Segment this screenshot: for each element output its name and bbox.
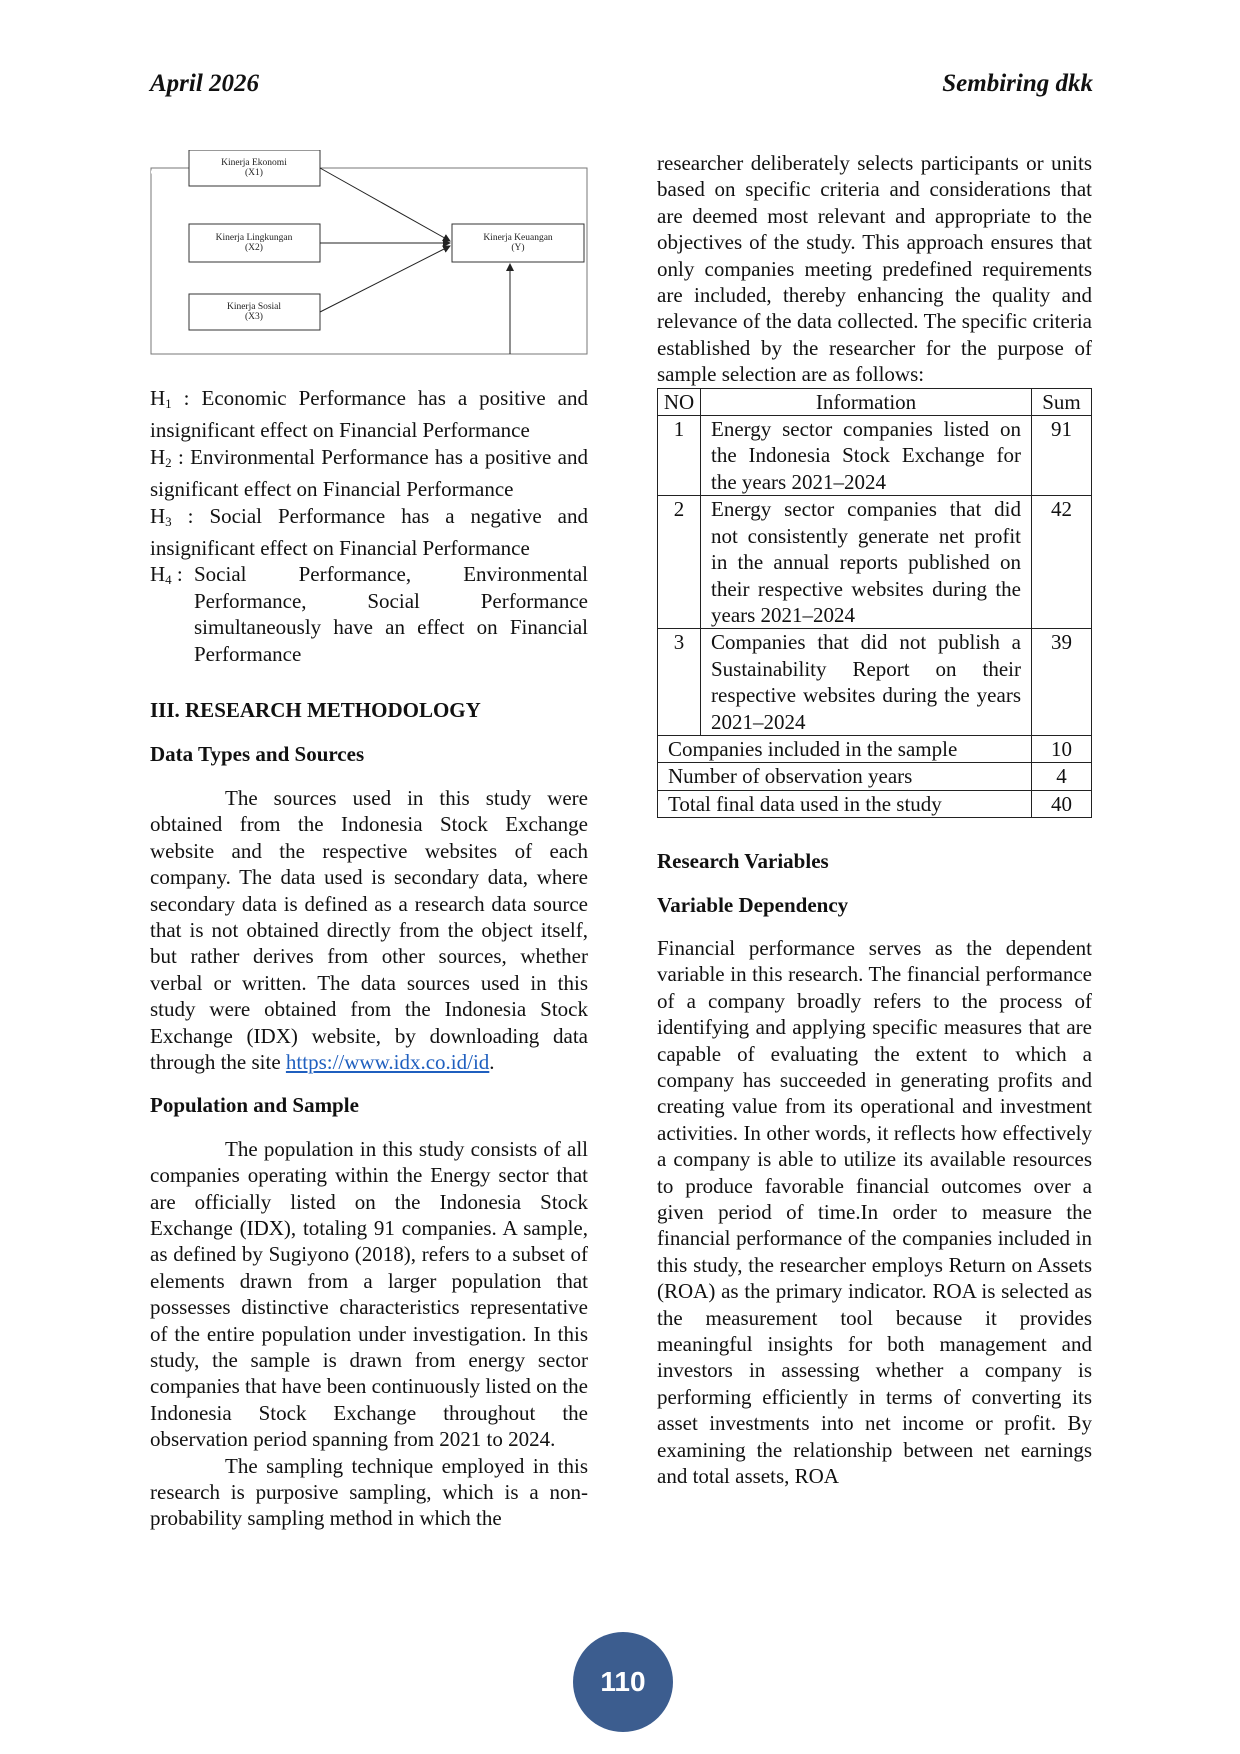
summary-label: Companies included in the sample <box>658 735 1032 762</box>
row-no: 3 <box>658 629 701 736</box>
box-x3-label: Kinerja Sosial <box>226 302 282 312</box>
row-sum: 42 <box>1032 496 1092 629</box>
h2-text: : Environmental Performance has a positive and significant effect on Financial Performance <box>150 444 588 502</box>
row-info: Energy sector companies that did not consistently generate net profit in the annual reports published on their respective websites during the years 2021–2024 <box>701 496 1032 629</box>
row-info: Companies that did not publish a Sustainability Report on their respective websites during the years 2021–2024 <box>701 629 1032 736</box>
h3-label: H <box>150 503 166 528</box>
link-period: . <box>489 1049 495 1074</box>
population-paragraph: The population in this study consists of all companies operating within the Energy sector that are officially listed on the Indonesia Stock Exchange (IDX), totaling 91 companies. A sample, as defined by Sugiyono (2018), refers to a subset of elements drawn from a larger population that possesses distinctive characteristics representative of the entire population under investigation. In this study, the sample is drawn from energy sector companies that have been continuously listed on the Indonesia Stock Exchange throughout the observation period spanning from 2021 to 2024. <box>150 1136 588 1452</box>
table-row <box>658 496 1092 629</box>
sampling-continued-paragraph: researcher deliberately selects participants or units based on specific criteria and considerations that are deemed most relevant and appropriate to the objectives of the study. This approach ensures that only companies meeting predefined requirements are included, thereby enhancing the quality and relevance of the data collected. The specific criteria established by the researcher for the purpose of sample selection are as follows: <box>657 151 1092 387</box>
row-sum: 91 <box>1032 416 1092 496</box>
population-heading: Population and Sample <box>150 1093 359 1118</box>
box-x2-code: (X2) <box>245 243 263 253</box>
summary-sum: 40 <box>1032 790 1092 817</box>
h3-text: : Social Performance has a negative and insignificant effect on Financial Performance <box>150 503 588 561</box>
h4-text: Social Performance, Environmental Performance, Social Performance simultaneously have an effect on Financial Performance <box>194 562 588 666</box>
h4-colon: : <box>171 562 183 587</box>
h1-label: H <box>150 386 166 410</box>
h4-label: H <box>150 562 166 587</box>
box-x1-code: (X1) <box>245 168 263 178</box>
sample-criteria-table <box>657 388 1092 819</box>
arrow-x3-y <box>320 246 450 312</box>
research-variables-heading: Research Variables <box>657 849 829 874</box>
sampling-paragraph: The sampling technique employed in this research is purposive sampling, which is a non-probability sampling method in which the <box>150 1453 588 1531</box>
hypothesis-4 <box>150 561 588 667</box>
table-header-row <box>658 388 1092 415</box>
table-row <box>658 629 1092 736</box>
research-model-diagram <box>150 150 588 355</box>
table-summary-row <box>658 790 1092 817</box>
section-title: III. RESEARCH METHODOLOGY <box>150 698 481 723</box>
header-authors: Sembiring dkk <box>942 70 1093 97</box>
row-no: 2 <box>658 496 701 629</box>
research-model-svg <box>150 150 588 355</box>
data-types-text: The sources used in this study were obtained from the Indonesia Stock Exchange website and the respective websites of each company. The data used is secondary data, where secondary data is defined as a research data source that is not obtained directly from the object itself, but rather derives from other sources, whether verbal or written. The data sources used in this study were obtained from the Indonesia Stock Exchange (IDX) website, by downloading data through the site <box>150 785 588 1074</box>
idx-link[interactable]: https://www.idx.co.id/id <box>285 1049 490 1074</box>
h2-label: H <box>150 444 166 469</box>
hypothesis-3 <box>150 503 588 562</box>
row-no: 1 <box>658 416 701 496</box>
arrow-x1-y <box>320 168 450 241</box>
right-column <box>657 150 1092 1490</box>
h4-label-wrap <box>150 561 194 667</box>
h1-sub: 1 <box>165 396 172 411</box>
h1-text: : Economic Performance has a positive and insignificant effect on Financial Performance <box>150 386 588 443</box>
summary-label: Total final data used in the study <box>658 790 1032 817</box>
h4-sub: 4 <box>165 572 172 588</box>
table-row <box>658 416 1092 496</box>
hypothesis-2 <box>150 444 588 503</box>
box-x1-label: Kinerja Ekonomi <box>221 158 287 168</box>
summary-label: Number of observation years <box>658 763 1032 790</box>
hypothesis-1 <box>150 385 588 444</box>
summary-sum: 4 <box>1032 763 1092 790</box>
box-x2-label: Kinerja Lingkungan <box>215 233 293 243</box>
left-column <box>150 150 588 1532</box>
summary-sum: 10 <box>1032 735 1092 762</box>
table-summary-row <box>658 763 1092 790</box>
data-types-paragraph <box>150 785 588 1075</box>
data-types-heading: Data Types and Sources <box>150 742 365 767</box>
header-sum: Sum <box>1032 388 1092 415</box>
header-date: April 2026 <box>150 70 260 97</box>
row-info: Energy sector companies listed on the Indonesia Stock Exchange for the years 2021–2024 <box>701 416 1032 496</box>
header-information: Information <box>701 388 1032 415</box>
table-summary-row <box>658 735 1092 762</box>
dependency-paragraph: Financial performance serves as the dependent variable in this research. The financial performance of a company broadly refers to the process of identifying and applying specific measures that are capable of evaluating the extent to which a company has succeeded in generating profits and creating value from its operational and investment activities. In other words, it reflects how effectively a company is able to utilize its available resources to produce favorable financial outcomes over a given period of time.In order to measure the financial performance of the companies included in this study, the researcher employs Return on Assets (ROA) as the primary indicator. ROA is selected as the measurement tool because it provides meaningful insights for both management and investors in assessing whether a company is performing efficiently in terms of converting its asset investments into net income or profit. By examining the relationship between net earnings and total assets, ROA <box>657 935 1092 1489</box>
variable-dependency-heading: Variable Dependency <box>657 892 849 917</box>
box-x3-code: (X3) <box>245 312 263 322</box>
box-y-code: (Y) <box>511 243 525 253</box>
box-y-label: Kinerja Keuangan <box>483 233 553 243</box>
h3-sub: 3 <box>165 513 172 529</box>
h2-sub: 2 <box>165 454 172 470</box>
row-sum: 39 <box>1032 629 1092 736</box>
header-no: NO <box>658 388 701 415</box>
page-number: 110 <box>600 1666 646 1697</box>
page-number-badge <box>573 1632 673 1732</box>
